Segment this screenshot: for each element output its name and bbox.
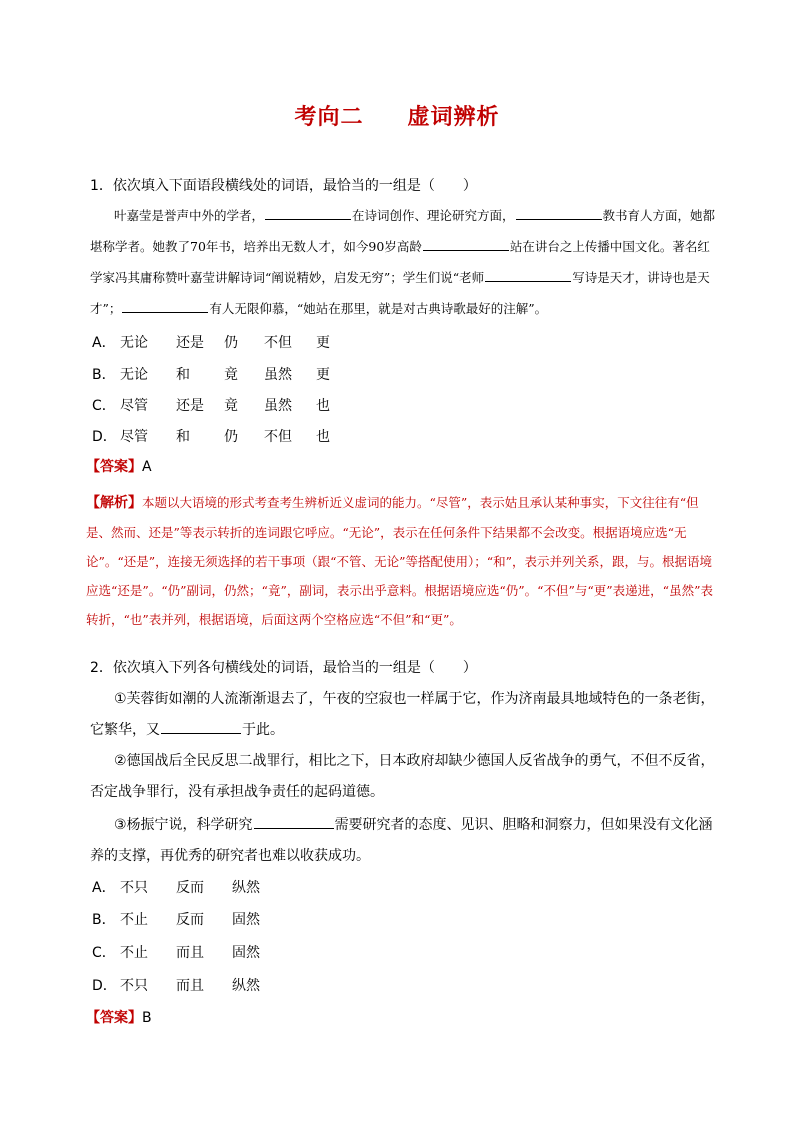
blank (516, 205, 602, 220)
q2-option-a[interactable]: A． 不只 反而 纵然 (92, 880, 260, 896)
q1-option-a[interactable]: A． 无论 还是 仍 不但 更 (92, 335, 330, 351)
blank (265, 205, 351, 220)
q1-answer: 【答案】A (86, 459, 152, 475)
blank (122, 298, 208, 313)
q1-analysis: 【解析】本题以大语境的形式考查考生辨析近义虚词的能力。“尽管”，表示姑且承认某种事实，下文往往有“但是、然而、还是”等表示转折的连词跟它呼应。“无论”，表示在任何条件下结果都不会改变。根据语境应选“无论”。“还是”，连接无须选择的若干事项（跟“不管、无论”等搭配使用）；“和”，表示并列关系，跟，与。根据语境应选“还是”。“仍”副词，仍然；“竟”，副词，表示出乎意料。根据语境应选“仍”。“不但”与“更”表递进，“虽然”表转折，“也”表并列，根据语境，后面这两个空格应选“不但”和“更”。 (86, 495, 713, 627)
q2-option-c[interactable]: C． 不止 而且 固然 (92, 945, 260, 961)
title-part1: 考向二 (294, 105, 364, 130)
q1-passage: 叶嘉莹是誉声中外的学者， 在诗词创作、理论研究方面， 教书育人方面，她都堪称学者。她教了70年书，培养出无数人才，如今90岁高龄 站在讲台之上传播中国文化。著名红学家冯其庸称赞叶嘉莹讲解诗词“阐说精妙，启发无穷”；学生们说“老师 写诗是天才，讲诗也是天才”； 有人无限仰慕，“她站在那里，就是对古典诗歌最好的注解”。 (90, 200, 716, 324)
q1-stem: 1．依次填入下面语段横线处的词语，最恰当的一组是（ ） (90, 178, 477, 194)
q2-stem: 2．依次填入下列各句横线处的词语，最恰当的一组是（ ） (90, 660, 477, 676)
title-part2: 虚词辨析 (407, 105, 500, 130)
q1-option-b[interactable]: B． 无论 和 竟 虽然 更 (92, 367, 330, 383)
q1-option-d[interactable]: D． 尽管 和 仍 不但 也 (92, 429, 330, 445)
blank (254, 814, 334, 829)
q2-sentence-3: ③杨振宁说，科学研究 需要研究者的态度、见识、胆略和洞察力，但如果没有文化涵养的支撑，再优秀的研究者也难以收获成功。 (90, 810, 716, 872)
q2-answer: 【答案】B (86, 1010, 152, 1026)
q2-option-b[interactable]: B． 不止 反而 固然 (92, 912, 260, 928)
q1-option-c[interactable]: C． 尽管 还是 竟 虽然 也 (92, 398, 330, 414)
q2-sentence-1: ①芙蓉街如潮的人流渐渐退去了，午夜的空寂也一样属于它，作为济南最具地域特色的一条老街，它繁华，又 于此。 (90, 691, 715, 738)
page-title (0, 100, 794, 131)
blank (423, 236, 509, 251)
blank (161, 719, 241, 734)
blank (485, 267, 571, 282)
q2-option-d[interactable]: D． 不只 而且 纵然 (92, 978, 260, 994)
q2-sentence-2: ②德国战后全民反思二战罪行，相比之下，日本政府却缺少德国人反省战争的勇气，不但不反省，否定战争罪行，没有承担战争责任的起码道德。 (90, 753, 715, 800)
